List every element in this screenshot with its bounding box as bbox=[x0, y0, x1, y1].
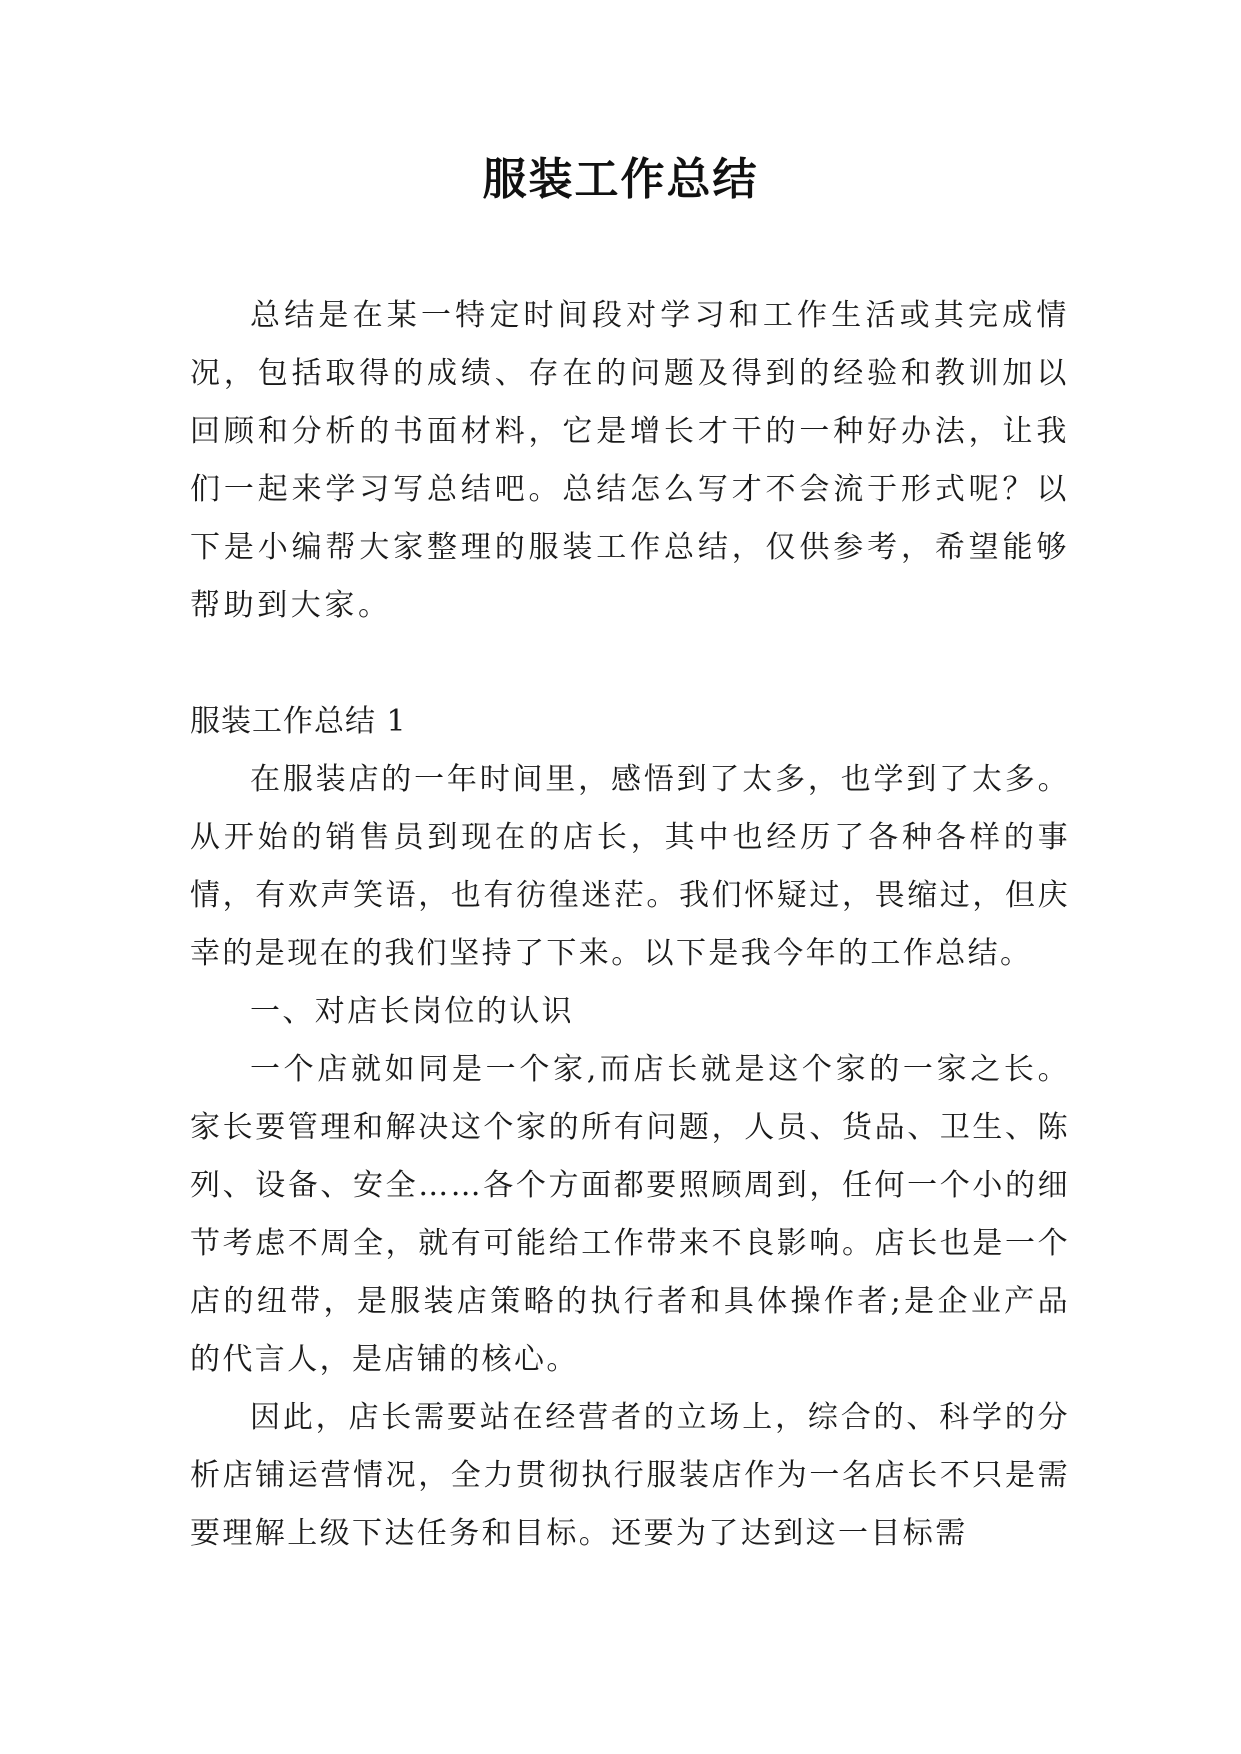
body-paragraph-3: 因此，店长需要站在经营者的立场上，综合的、科学的分析店铺运营情况，全力贯彻执行服装店作为一名店长不只是需要理解上级下达任务和目标。还要为了达到这一目标需 bbox=[190, 1400, 1070, 1551]
section-heading: 服装工作总结 1 bbox=[190, 704, 407, 739]
intro-paragraph: 总结是在某一特定时间段对学习和工作生活或其完成情况，包括取得的成绩、存在的问题及得到的经验和教训加以回顾和分析的书面材料，它是增长才干的一种好办法，让我们一起来学习写总结吧。总结怎么写才不会流于形式呢？以下是小编帮大家整理的服装工作总结，仅供参考，希望能够帮助到大家。 bbox=[190, 298, 1070, 623]
document-body bbox=[190, 287, 1070, 1563]
body-paragraph-2: 一个店就如同是一个家,而店长就是这个家的一家之长。家长要管理和解决这个家的所有问题，人员、货品、卫生、陈列、设备、安全……各个方面都要照顾周到，任何一个小的细节考虑不周全，就有可能给工作带来不良影响。店长也是一个店的纽带，是服装店策略的执行者和具体操作者;是企业产品的代言人，是店铺的核心。 bbox=[190, 1052, 1070, 1377]
document-title: 服装工作总结 bbox=[482, 154, 759, 205]
body-paragraph-1: 在服装店的一年时间里，感悟到了太多，也学到了太多。从开始的销售员到现在的店长，其中也经历了各种各样的事情，有欢声笑语，也有彷徨迷茫。我们怀疑过，畏缩过，但庆幸的是现在的我们坚持了下来。以下是我今年的工作总结。 bbox=[190, 762, 1070, 971]
subheading-store-manager-role: 一、对店长岗位的认识 bbox=[250, 994, 574, 1029]
paragraph-spacer bbox=[190, 635, 1070, 693]
